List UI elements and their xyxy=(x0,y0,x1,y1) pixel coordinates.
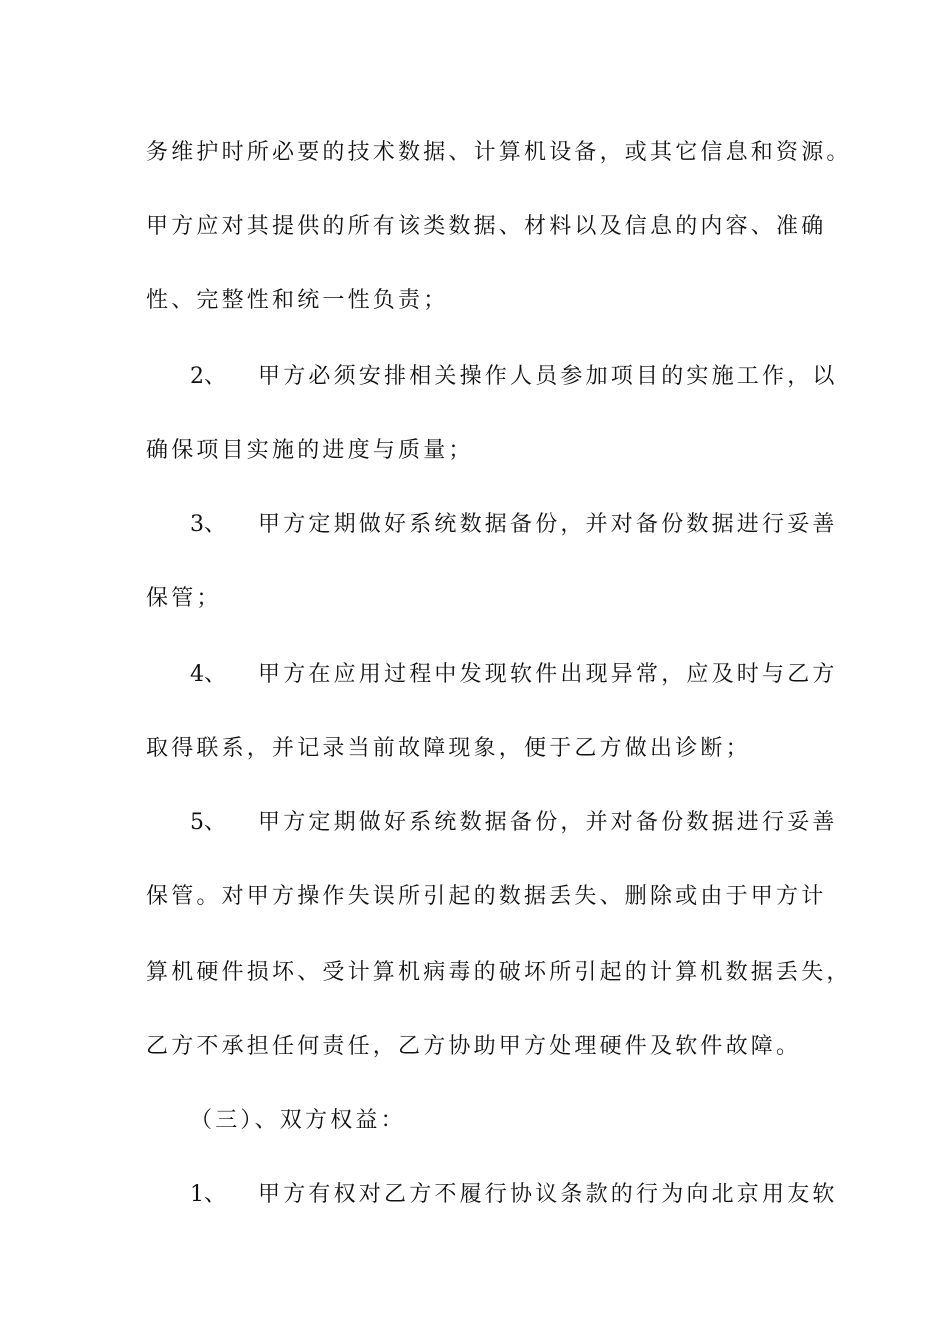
list-item xyxy=(146,362,838,392)
paragraph-line: 确保项目实施的进度与质量； xyxy=(146,438,474,463)
list-item-number: 5、 xyxy=(190,810,226,835)
list-item-text: 甲方在应用过程中发现软件出现异常，应及时与乙方 xyxy=(258,662,838,687)
paragraph-line: 保管。对甲方操作失误所引起的数据丢失、删除或由于甲方计 xyxy=(146,884,827,909)
list-item-number: 1、 xyxy=(190,1182,226,1207)
paragraph-line: 算机硬件损坏、受计算机病毒的破坏所引起的计算机数据丢失， xyxy=(146,960,852,985)
section-heading xyxy=(146,1106,816,1136)
paragraph-line: 保管； xyxy=(146,586,222,611)
list-item xyxy=(146,808,838,838)
list-item-number: 2、 xyxy=(190,364,226,389)
list-item-number: 4、 xyxy=(190,662,226,687)
list-item-text: 甲方必须安排相关操作人员参加项目的实施工作，以 xyxy=(258,364,838,389)
list-item-text: 甲方定期做好系统数据备份，并对备份数据进行妥善 xyxy=(258,512,838,537)
paragraph-line: 务维护时所必要的技术数据、计算机设备，或其它信息和资源。 xyxy=(146,140,852,165)
list-item-text: 甲方定期做好系统数据备份，并对备份数据进行妥善 xyxy=(258,810,838,835)
section-heading-text: （三）、双方权益： xyxy=(190,1108,406,1133)
list-item xyxy=(146,660,838,690)
paragraph-line: 甲方应对其提供的所有该类数据、材料以及信息的内容、准确 xyxy=(146,214,827,239)
list-item xyxy=(146,1180,838,1210)
paragraph-line: 乙方不承担任何责任，乙方协助甲方处理硬件及软件故障。 xyxy=(146,1034,802,1059)
paragraph-line: 取得联系，并记录当前故障现象，便于乙方做出诊断； xyxy=(146,736,751,761)
list-item xyxy=(146,510,838,540)
paragraph-line: 性、完整性和统一性负责； xyxy=(146,288,449,313)
list-item-number: 3、 xyxy=(190,512,226,537)
list-item-text: 甲方有权对乙方不履行协议条款的行为向北京用友软 xyxy=(258,1182,838,1207)
